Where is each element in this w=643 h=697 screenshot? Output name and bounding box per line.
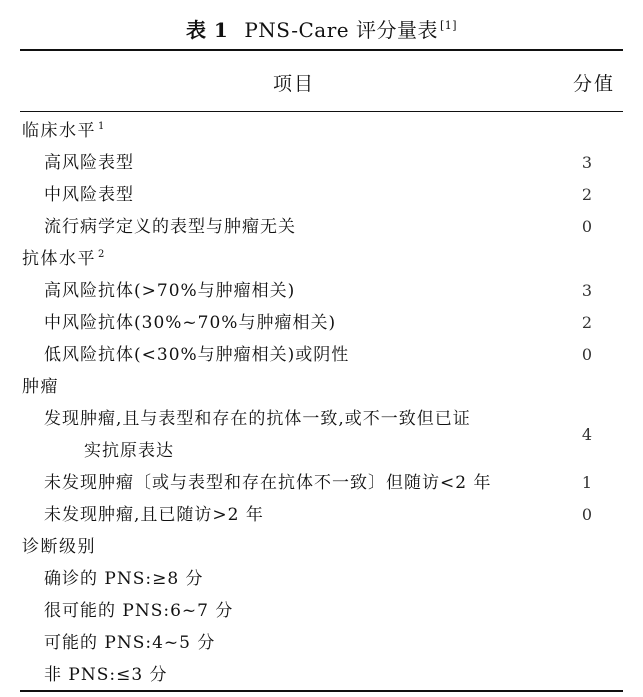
table-row xyxy=(20,467,623,499)
table-body xyxy=(20,115,623,691)
category-row xyxy=(20,371,623,403)
table-row xyxy=(20,595,623,627)
table-caption xyxy=(0,14,643,43)
category-label: 抗体水平 $^2$ xyxy=(22,249,106,269)
item-label-continued: 实抗原表达 xyxy=(84,441,174,461)
category-row xyxy=(20,115,623,147)
category-label: 临床水平 $^1$ xyxy=(22,121,106,141)
score-value: 1 xyxy=(581,473,593,492)
table-row xyxy=(20,275,623,307)
reference-marker: [1] xyxy=(439,19,458,33)
table-row xyxy=(20,179,623,211)
footnote-marker: 2 xyxy=(98,249,106,261)
item-label: 高风险表型 xyxy=(44,153,134,173)
item-label: 未发现肿瘤,且已随访>2 年 xyxy=(44,505,264,525)
item-label: 中风险表型 xyxy=(44,185,134,205)
table-title: PNS-Care 评分量表 xyxy=(244,18,438,42)
table-row xyxy=(20,563,623,595)
column-header-score: 分值 xyxy=(572,73,615,95)
top-rule xyxy=(20,49,623,51)
item-label: 很可能的 PNS:6~7 分 xyxy=(44,601,234,621)
column-header-item: 项目 xyxy=(272,73,315,95)
item-label: 未发现肿瘤〔或与表型和存在抗体不一致〕但随访<2 年 xyxy=(44,473,492,493)
item-label: 非 PNS:≤3 分 xyxy=(44,665,168,685)
category-label: 诊断级别 xyxy=(22,537,96,557)
score-value: 2 xyxy=(581,313,593,332)
table-row xyxy=(20,307,623,339)
item-label: 流行病学定义的表型与肿瘤无关 xyxy=(44,217,296,237)
table-row xyxy=(20,499,623,531)
item-label: 高风险抗体(>70%与肿瘤相关) xyxy=(44,281,296,301)
footnote-marker: 1 xyxy=(98,121,106,133)
item-label: 发现肿瘤,且与表型和存在的抗体一致,或不一致但已证 xyxy=(44,409,471,429)
score-value: 3 xyxy=(581,281,593,300)
bottom-rule xyxy=(20,690,623,692)
item-label: 可能的 PNS:4~5 分 xyxy=(44,633,216,653)
table-label: 表 1 xyxy=(185,18,229,42)
table-row xyxy=(20,627,623,659)
item-label: 确诊的 PNS:≥8 分 xyxy=(44,569,204,589)
score-value: 0 xyxy=(581,217,593,236)
table-row xyxy=(20,211,623,243)
table-header xyxy=(20,69,623,95)
table-row xyxy=(20,659,623,691)
score-value: 3 xyxy=(581,153,593,172)
table-row xyxy=(20,339,623,371)
category-row xyxy=(20,531,623,563)
item-label: 低风险抗体(<30%与肿瘤相关)或阴性 xyxy=(44,345,350,365)
category-row xyxy=(20,243,623,275)
score-value: 0 xyxy=(581,505,593,524)
table-row xyxy=(20,403,623,467)
table-row xyxy=(20,147,623,179)
category-label: 肿瘤 xyxy=(22,377,59,397)
score-value: 2 xyxy=(581,185,593,204)
item-label: 中风险抗体(30%~70%与肿瘤相关) xyxy=(44,313,337,333)
header-rule xyxy=(20,111,623,112)
score-value: 0 xyxy=(581,345,593,364)
score-value: 4 xyxy=(581,425,593,444)
